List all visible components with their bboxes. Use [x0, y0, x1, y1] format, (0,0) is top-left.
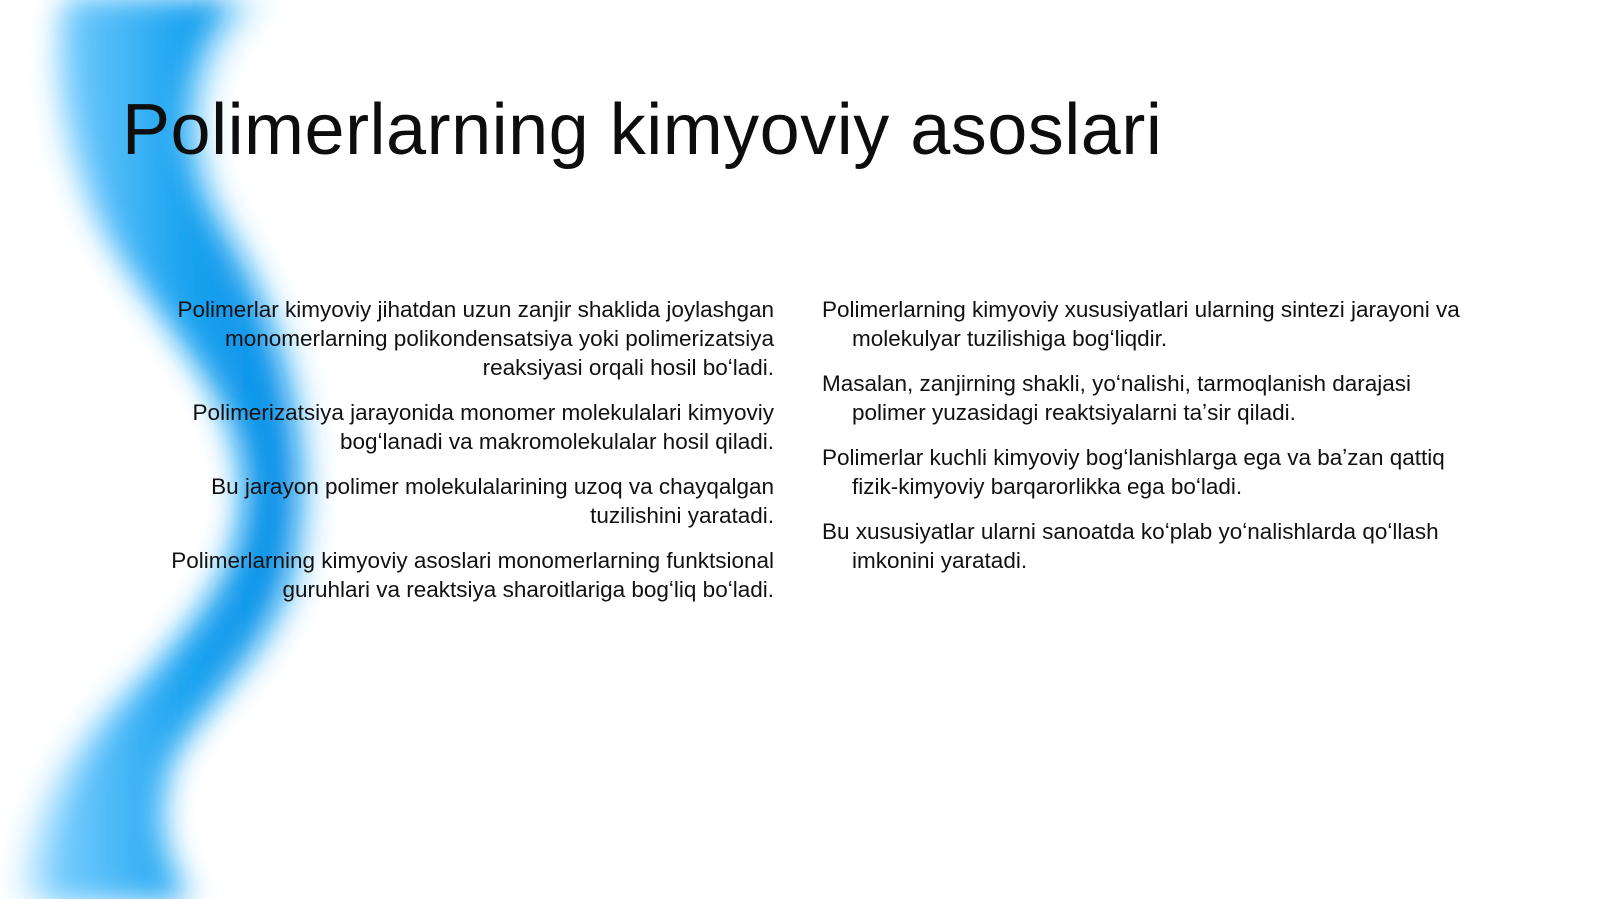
right-paragraph: Masalan, zanjirning shakli, yoʻnalishi, tarmoqlanish darajasi polimer yuzasidagi reaktsiyalarni taʼsir qiladi.	[822, 371, 1412, 425]
left-paragraph: Polimerizatsiya jarayonida monomer molekulalari kimyoviy bogʻlanadi va makromolekulalar hosil qiladi.	[192, 400, 774, 454]
right-text-column	[822, 295, 1472, 591]
left-paragraph: Polimerlar kimyoviy jihatdan uzun zanjir shaklida joylashgan monomerlarning polikondensatsiya yoki polimerizatsiya reaksiyasi orqali hosil boʻladi.	[177, 297, 774, 380]
left-text-column	[120, 295, 774, 620]
right-paragraph: Bu xususiyatlar ularni sanoatda koʻplab yoʻnalishlarda qoʻllash imkonini yaratadi.	[822, 519, 1439, 573]
left-paragraph: Bu jarayon polimer molekulalarining uzoq va chayqalgan tuzilishini yaratadi.	[211, 474, 774, 528]
slide-title: Polimerlarning kimyoviy asoslari	[122, 90, 1163, 170]
left-paragraph: Polimerlarning kimyoviy asoslari monomerlarning funktsional guruhlari va reaktsiya sharoitlariga bogʻliq boʻladi.	[171, 548, 774, 602]
right-paragraph: Polimerlar kuchli kimyoviy bogʻlanishlarga ega va baʼzan qattiq fizik-kimyoviy barqarorlikka ega boʻladi.	[822, 445, 1445, 499]
right-paragraph: Polimerlarning kimyoviy xususiyatlari ularning sintezi jarayoni va molekulyar tuzilishiga bogʻliqdir.	[822, 297, 1460, 351]
